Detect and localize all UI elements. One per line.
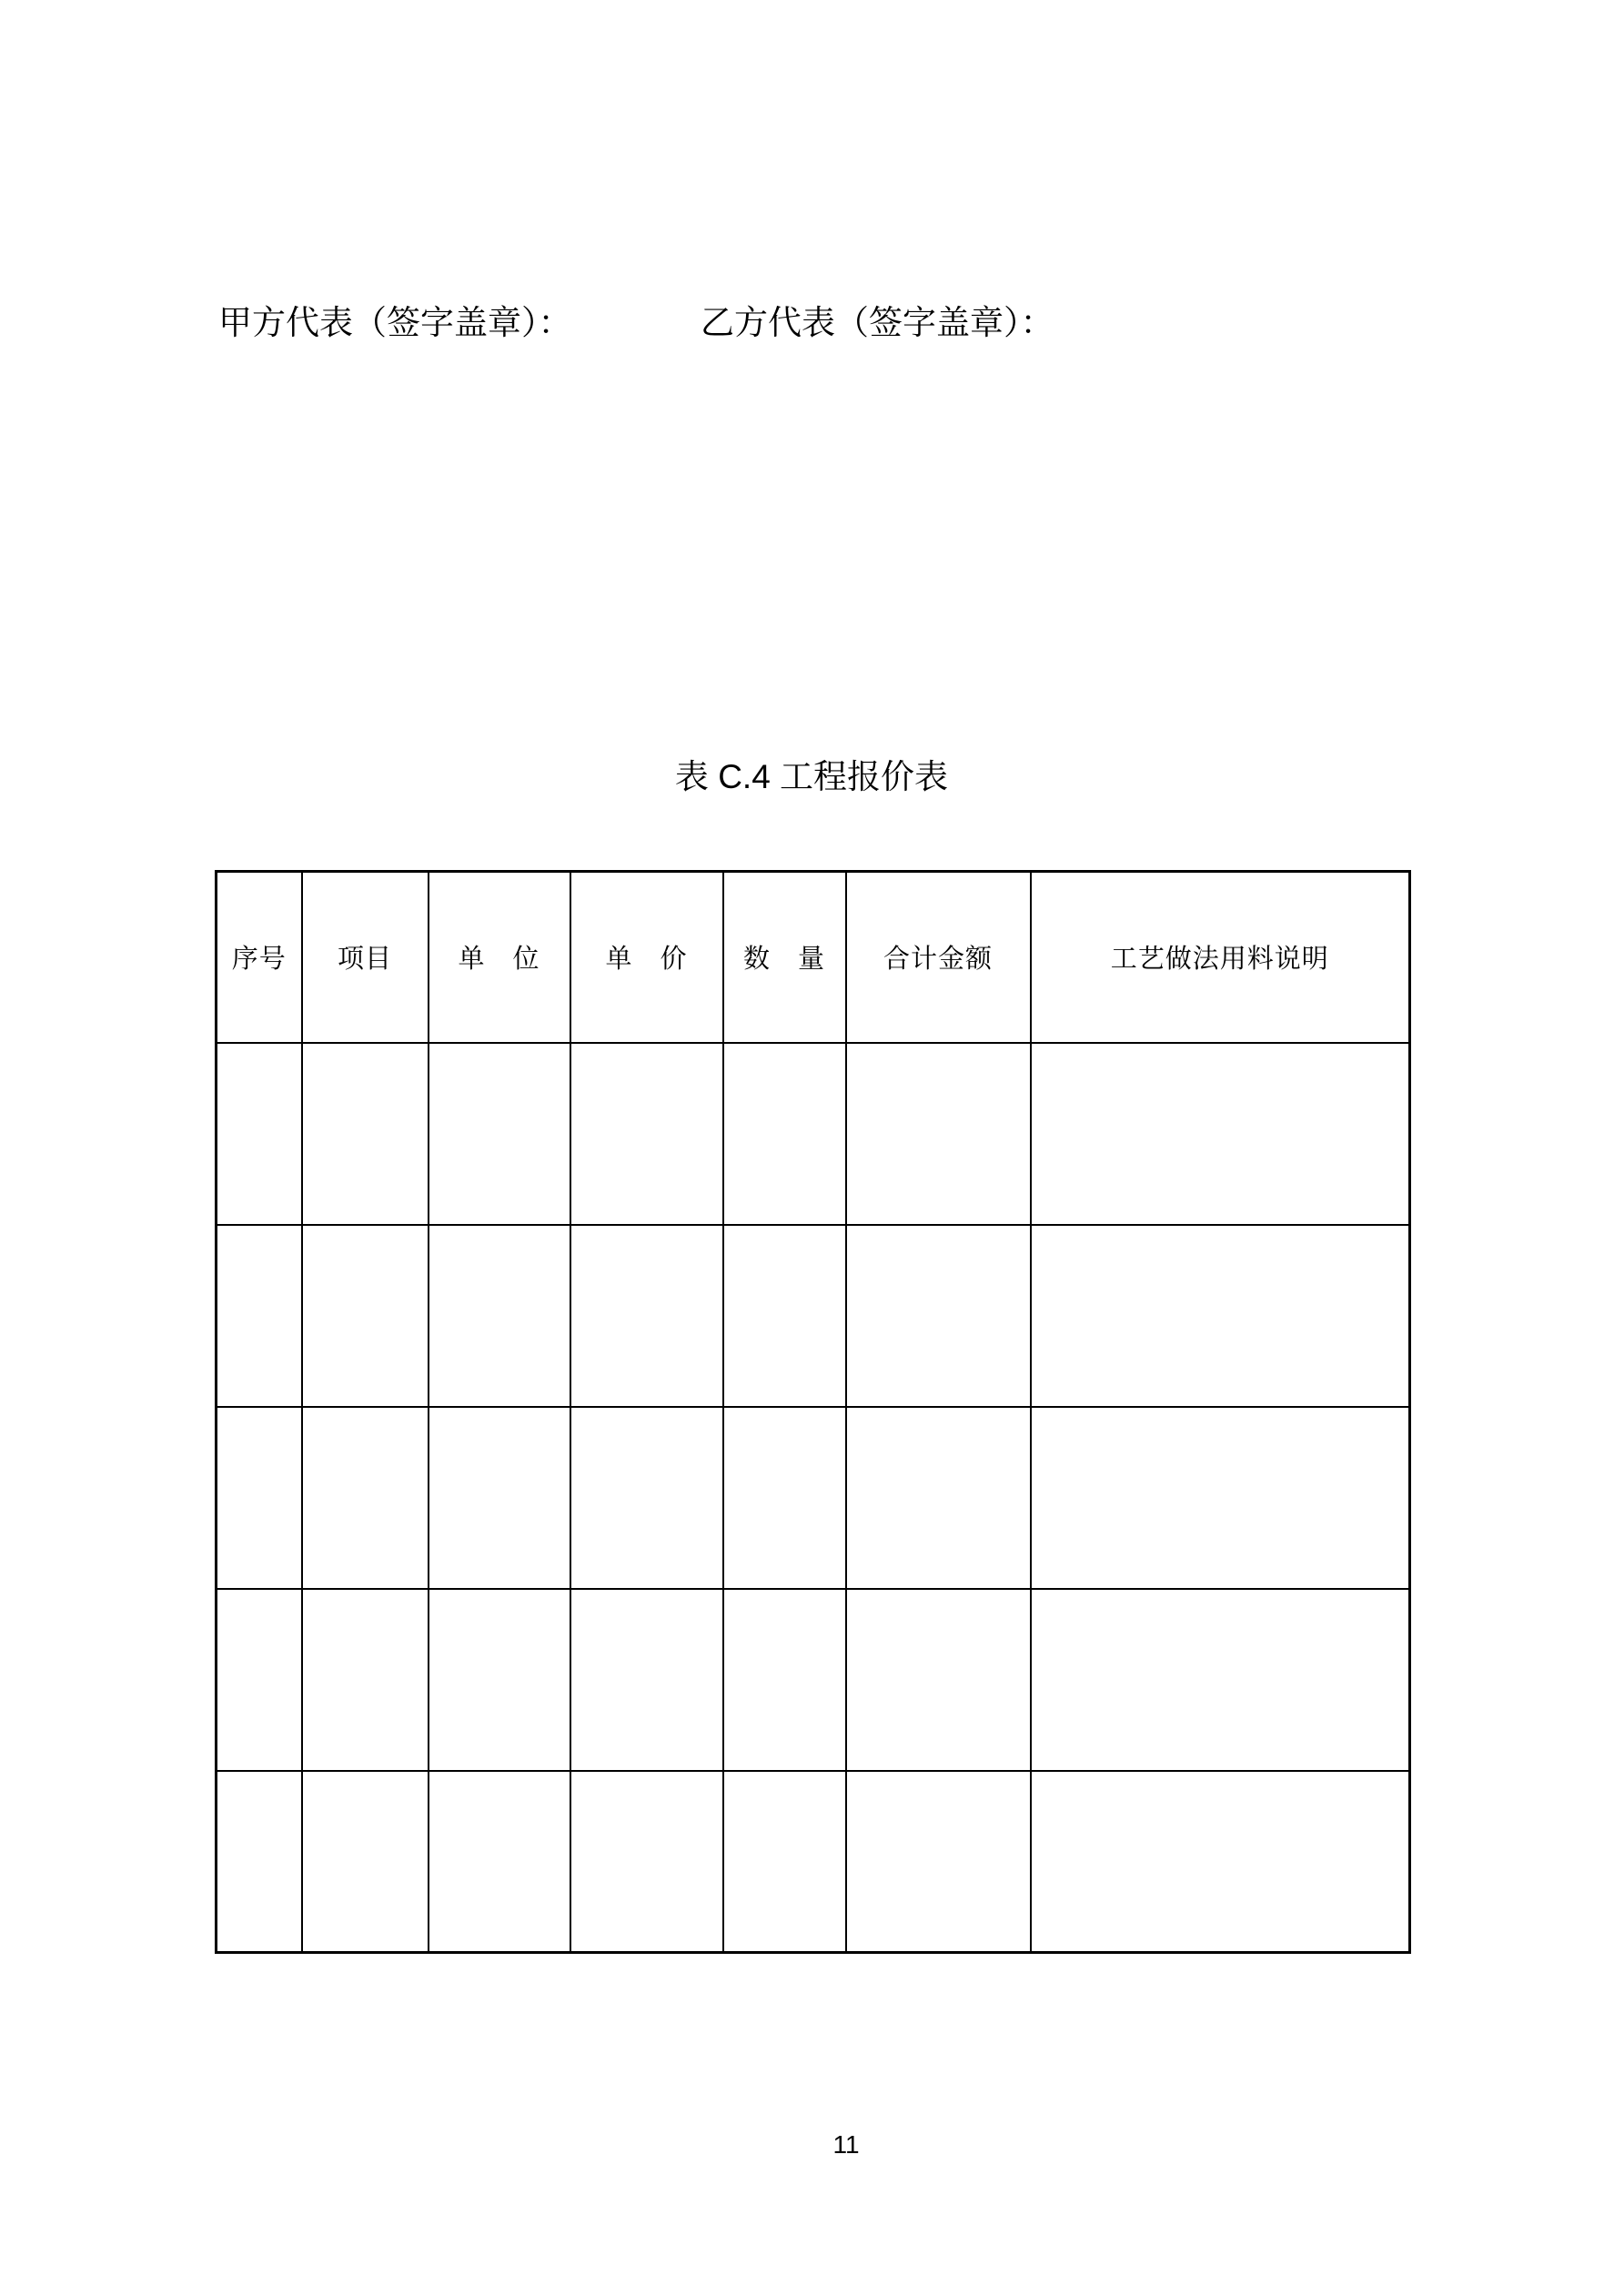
table-cell	[846, 1407, 1031, 1589]
table-cell	[1031, 1771, 1410, 1953]
table-cell	[846, 1589, 1031, 1771]
header-unit-price: 单 价	[570, 872, 723, 1043]
party-a-signature-label: 甲方代表（签字盖章）：	[218, 304, 572, 341]
project-quotation-table	[215, 870, 1411, 1954]
table-cell	[723, 1771, 846, 1953]
table-cell	[1031, 1225, 1410, 1407]
table-cell	[429, 1407, 570, 1589]
table-cell	[217, 1589, 302, 1771]
table-cell	[723, 1043, 846, 1225]
table-cell	[570, 1589, 723, 1771]
table-header-row	[217, 872, 1410, 1043]
table-cell	[723, 1225, 846, 1407]
table-cell	[429, 1771, 570, 1953]
table-cell	[570, 1407, 723, 1589]
table-cell	[429, 1589, 570, 1771]
table-title: 表 C.4 工程报价表	[674, 758, 949, 795]
table-row	[217, 1589, 1410, 1771]
table-cell	[1031, 1043, 1410, 1225]
table-cell	[302, 1771, 429, 1953]
header-unit: 单 位	[429, 872, 570, 1043]
header-total-amount: 合计金额	[846, 872, 1031, 1043]
table-cell	[723, 1589, 846, 1771]
table-cell	[302, 1589, 429, 1771]
table-cell	[217, 1771, 302, 1953]
table-cell	[429, 1225, 570, 1407]
table-cell	[570, 1225, 723, 1407]
table-cell	[217, 1225, 302, 1407]
header-serial-number: 序号	[217, 872, 302, 1043]
page-number: 11	[832, 2130, 860, 2159]
table-cell	[302, 1225, 429, 1407]
party-b-signature-label: 乙方代表（签字盖章）：	[701, 304, 1054, 341]
table-cell	[723, 1407, 846, 1589]
table-cell	[846, 1043, 1031, 1225]
table-cell	[217, 1043, 302, 1225]
table-cell	[429, 1043, 570, 1225]
table-row	[217, 1043, 1410, 1225]
table-row	[217, 1225, 1410, 1407]
table-cell	[570, 1771, 723, 1953]
header-quantity: 数 量	[723, 872, 846, 1043]
table-row	[217, 1771, 1410, 1953]
table-cell	[1031, 1407, 1410, 1589]
table-row	[217, 1407, 1410, 1589]
table-body	[217, 1043, 1410, 1953]
table-cell	[217, 1407, 302, 1589]
table-cell	[1031, 1589, 1410, 1771]
table-cell	[302, 1407, 429, 1589]
table-cell	[302, 1043, 429, 1225]
header-process-materials-notes: 工艺做法用料说明	[1031, 872, 1410, 1043]
header-item: 项目	[302, 872, 429, 1043]
table-cell	[846, 1225, 1031, 1407]
table-cell	[846, 1771, 1031, 1953]
table-cell	[570, 1043, 723, 1225]
